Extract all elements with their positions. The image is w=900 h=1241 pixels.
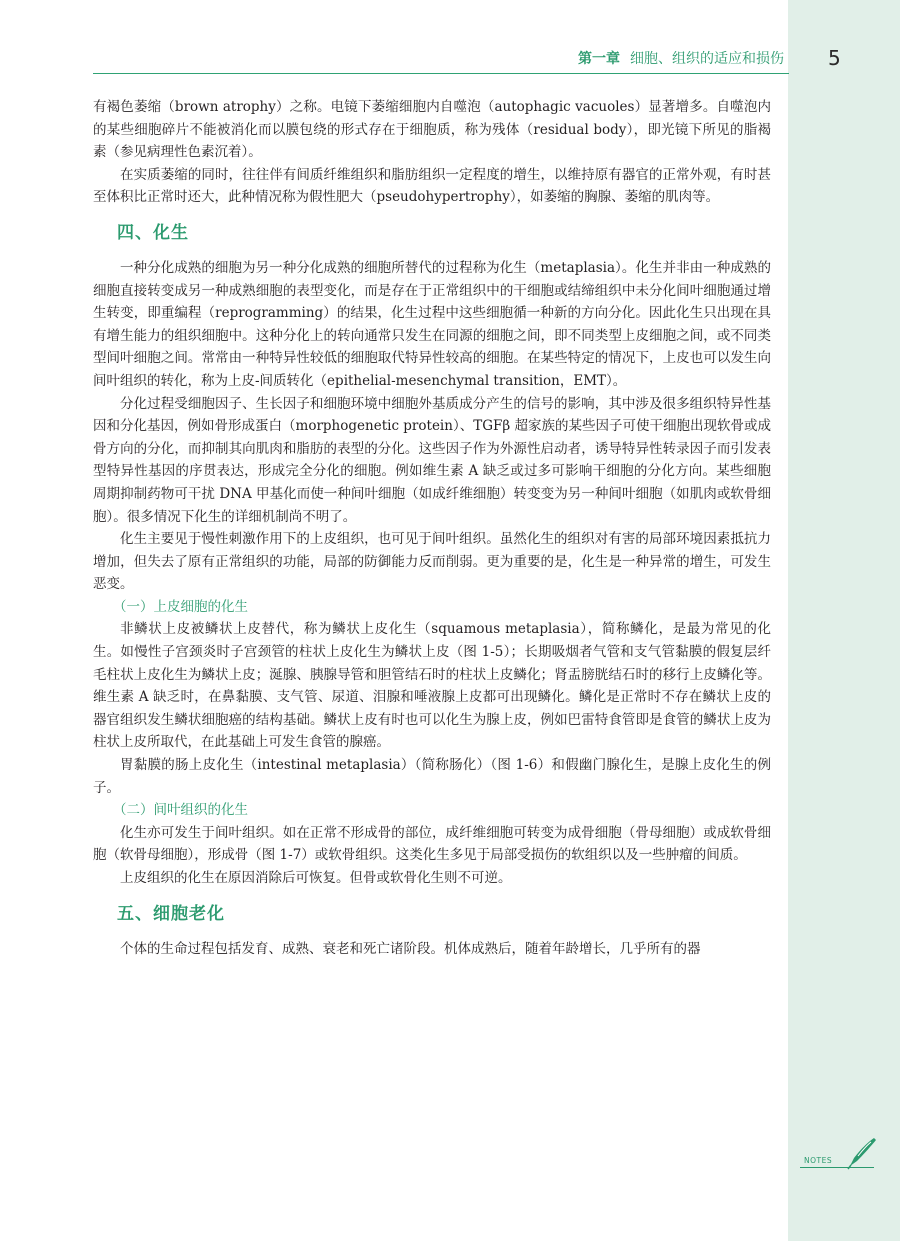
subsection-heading-mesenchymal: （二）间叶组织的化生 (113, 802, 248, 819)
section-heading-cell-aging: 五、细胞老化 (117, 903, 225, 924)
page-body (93, 96, 771, 960)
subsection-heading-epithelial: （一）上皮细胞的化生 (113, 598, 248, 615)
pen-icon (838, 1136, 878, 1170)
paragraph-differentiation: 分化过程受细胞因子、生长因子和细胞环境中细胞外基质成分产生的信号的影响，其中涉及很多组织特异性基因和分化基因，例如骨形成蛋白（morphogenetic protein）、TGFβ 超家族的某些因子可使干细胞出现软骨或成骨方向的分化，而抑制其向肌肉和脂肪的表型的分化。这些因子作为外源性启动者，诱导特异性转录因子而引发表型特异性基因的序贯表达，形成完全分化的细胞。例如维生素 A 缺乏或过多可影响干细胞的分化方向。某些细胞周期抑制药物可干扰 DNA 甲基化而使一种间叶细胞（如成纤维细胞）转变变为另一种间叶细胞（如肌肉或软骨细胞）。很多情况下化生的详细机制尚不明了。 (93, 395, 771, 525)
running-head (96, 50, 784, 68)
header-rule (93, 73, 789, 74)
paragraph-pseudohypertrophy: 在实质萎缩的同时，往往伴有间质纤维组织和脂肪组织一定程度的增生，以维持原有器官的正常外观，有时甚至体积比正常时还大，此种情况称为假性肥大（pseudohypertrophy），如萎缩的胸腺、萎缩的肌肉等。 (93, 166, 771, 206)
paragraph-metaplasia-definition: 一种分化成熟的细胞为另一种分化成熟的细胞所替代的过程称为化生（metaplasia）。化生并非由一种成熟的细胞直接转变成另一种成熟细胞的表型变化，而是存在于正常组织中的干细胞或结缔组织中未分化间叶细胞通过增生转变，即重编程（reprogramming）的结果，化生过程中这些细胞循一种新的方向分化。因此化生只出现在具有增生能力的组织细胞中。这种分化上的转向通常只发生在同源的细胞之间，即不同类型上皮细胞之间，或不同类型间叶细胞之间。常常由一种特异性较低的细胞取代特异性较高的细胞。在某些特定的情况下，上皮也可以发生向间叶组织的转化，称为上皮-间质转化（epithelial-mesenchymal transition，EMT）。 (93, 259, 771, 389)
margin-sidebar (788, 0, 900, 1241)
paragraph-metaplasia-significance: 化生主要见于慢性刺激作用下的上皮组织，也可见于间叶组织。虽然化生的组织对有害的局部环境因素抵抗力增加，但失去了原有正常组织的功能，局部的防御能力反而削弱。更为重要的是，化生是一种异常的增生，可发生恶变。 (93, 531, 771, 593)
notes-marker (800, 1136, 880, 1172)
page-number: 5 (828, 46, 841, 70)
paragraph-cell-aging: 个体的生命过程包括发育、成熟、衰老和死亡诸阶段。机体成熟后，随着年龄增长，几乎所有的器 (120, 940, 701, 957)
paragraph-intestinal-metaplasia: 胃黏膜的肠上皮化生（intestinal metaplasia）（简称肠化）（图 1-6）和假幽门腺化生，是腺上皮化生的例子。 (93, 757, 771, 796)
chapter-title: 细胞、组织的适应和损伤 (630, 51, 784, 67)
paragraph-mesenchymal-metaplasia: 化生亦可发生于间叶组织。如在正常不形成骨的部位，成纤维细胞可转变为成骨细胞（骨母细胞）或成软骨细胞（软骨母细胞），形成骨（图 1-7）或软骨组织。这类化生多见于局部受损伤的软组织以及一些肿瘤的间质。 (93, 824, 771, 864)
paragraph-squamous-metaplasia: 非鳞状上皮被鳞状上皮替代，称为鳞状上皮化生（squamous metaplasia），简称鳞化，是最为常见的化生。如慢性子宫颈炎时子宫颈管的柱状上皮化生为鳞状上皮（图 1-5）；长期吸烟者气管和支气管黏膜的假复层纤毛柱状上皮化生为鳞状上皮；涎腺、胰腺导管和胆管结石时的柱状上皮鳞化；肾盂膀胱结石时的移行上皮鳞化等。维生素 A 缺乏时，在鼻黏膜、支气管、尿道、泪腺和唾液腺上皮都可出现鳞化。鳞化是正常时不存在鳞状上皮的器官组织发生鳞状细胞癌的结构基础。鳞状上皮有时也可以化生为腺上皮，例如巴雷特食管即是食管的鳞状上皮为柱状上皮所取代，在此基础上可发生食管的腺癌。 (93, 621, 771, 751)
paragraph-atrophy-continued: 有褐色萎缩（brown atrophy）之称。电镜下萎缩细胞内自噬泡（autophagic vacuoles）显著增多。自噬泡内的某些细胞碎片不能被消化而以膜包绕的形式存在于细胞质，称为残体（residual body），即光镜下所见的脂褐素（参见病理性色素沉着）。 (93, 99, 771, 161)
notes-label: NOTES (804, 1156, 833, 1165)
paragraph-reversibility: 上皮组织的化生在原因消除后可恢复。但骨或软骨化生则不可逆。 (120, 870, 512, 886)
section-heading-metaplasia: 四、化生 (117, 222, 189, 243)
chapter-label: 第一章 (578, 51, 620, 67)
